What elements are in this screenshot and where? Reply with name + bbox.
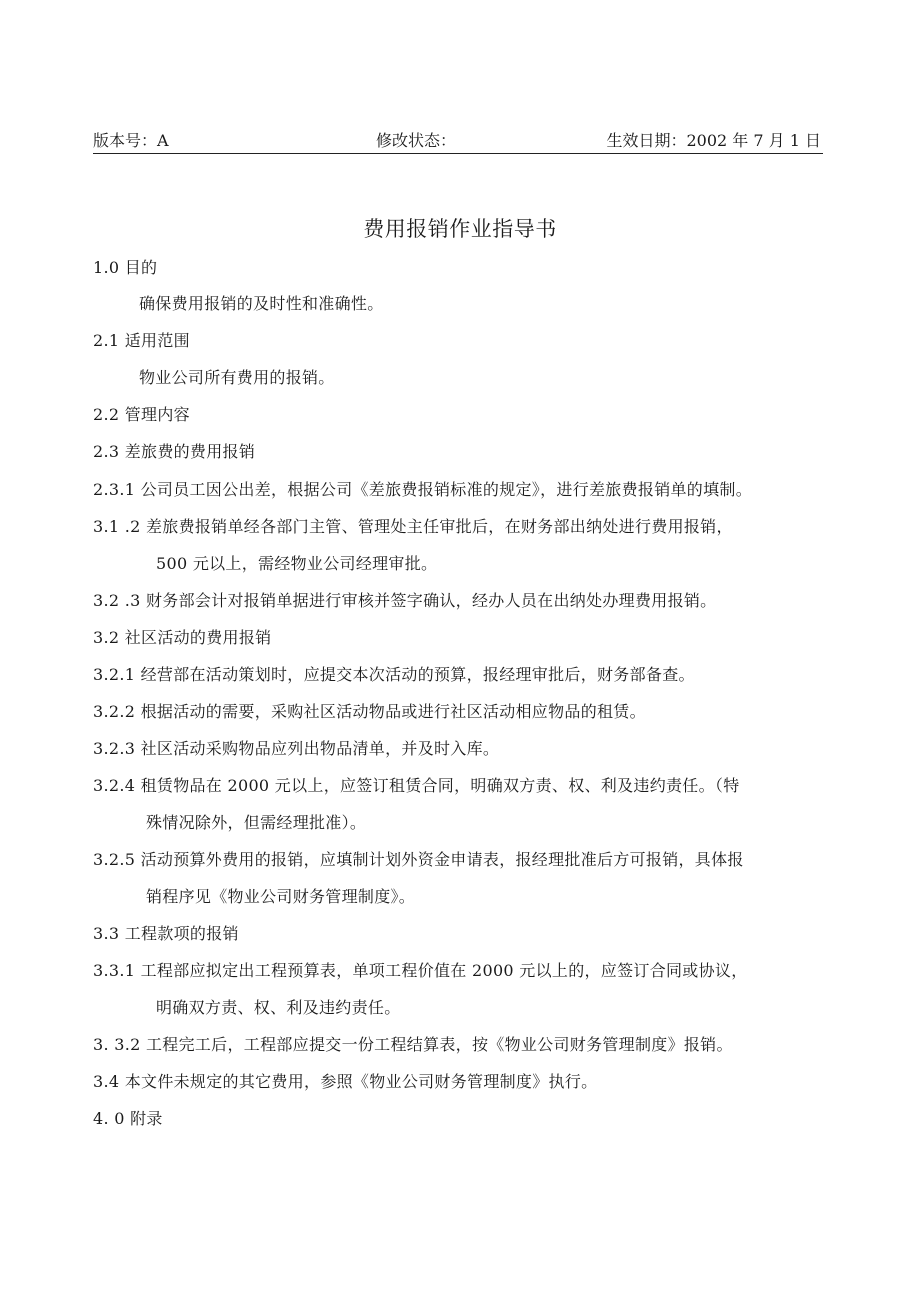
clause-2-3-1: 2.3.1 公司员工因公出差，根据公司《差旅费报销标准的规定》，进行差旅费报销单的填制。 <box>93 480 752 499</box>
clause-3-2-1: 3.2.1 经营部在活动策划时，应提交本次活动的预算，报经理审批后，财务部备查。 <box>93 665 695 684</box>
section-heading-travel: 2.3 差旅费的费用报销 <box>93 442 256 461</box>
clause-3-2-2: 3.2.2 根据活动的需要，采购社区活动物品或进行社区活动相应物品的租赁。 <box>93 702 646 721</box>
revision-status-label: 修改状态： <box>376 131 457 150</box>
clause-3-3-2: 3. 3.2 工程完工后，工程部应提交一份工程结算表，按《物业公司财务管理制度》报销。 <box>93 1035 733 1054</box>
version-label: 版本号：A <box>93 131 169 150</box>
document-header <box>93 129 823 154</box>
paragraph-purpose: 确保费用报销的及时性和准确性。 <box>139 294 384 313</box>
clause-3-1-2: 3.1 .2 差旅费报销单经各部门主管、管理处主任审批后，在财务部出纳处进行费用报销， <box>93 517 733 536</box>
section-heading-engineering: 3.3 工程款项的报销 <box>93 924 239 943</box>
clause-3-1-2-continued: 500 元以上，需经物业公司经理审批。 <box>156 554 438 573</box>
clause-3-3-1: 3.3.1 工程部应拟定出工程预算表，单项工程价值在 2000 元以上的，应签订合同或协议， <box>93 961 748 980</box>
clause-3-2-4-continued: 殊情况除外，但需经理批准）。 <box>146 813 367 832</box>
effective-date-label: 生效日期：2002 年 7 月 1 日 <box>606 131 821 150</box>
clause-3-2-3-community: 3.2.3 社区活动采购物品应列出物品清单，并及时入库。 <box>93 739 500 758</box>
paragraph-scope: 物业公司所有费用的报销。 <box>139 368 335 387</box>
section-heading-community: 3.2 社区活动的费用报销 <box>93 628 272 647</box>
clause-3-2-5: 3.2.5 活动预算外费用的报销，应填制计划外资金申请表，报经理批准后方可报销，具体报 <box>93 850 744 869</box>
document-title: 费用报销作业指导书 <box>363 217 557 241</box>
clause-3-2-3: 3.2 .3 财务部会计对报销单据进行审核并签字确认，经办人员在出纳处办理费用报销。 <box>93 591 717 610</box>
clause-3-2-5-continued: 销程序见《物业公司财务管理制度》。 <box>146 887 416 906</box>
clause-3-4: 3.4 本文件未规定的其它费用，参照《物业公司财务管理制度》执行。 <box>93 1072 598 1091</box>
section-heading-scope: 2.1 适用范围 <box>93 331 190 350</box>
section-heading-management: 2.2 管理内容 <box>93 405 190 424</box>
clause-3-2-4: 3.2.4 租赁物品在 2000 元以上，应签订租赁合同，明确双方责、权、利及违约责任。（特 <box>93 776 740 795</box>
clause-3-3-1-continued: 明确双方责、权、利及违约责任。 <box>156 998 401 1017</box>
section-heading-appendix: 4. 0 附录 <box>93 1109 163 1128</box>
section-heading-purpose: 1.0 目的 <box>93 258 158 277</box>
